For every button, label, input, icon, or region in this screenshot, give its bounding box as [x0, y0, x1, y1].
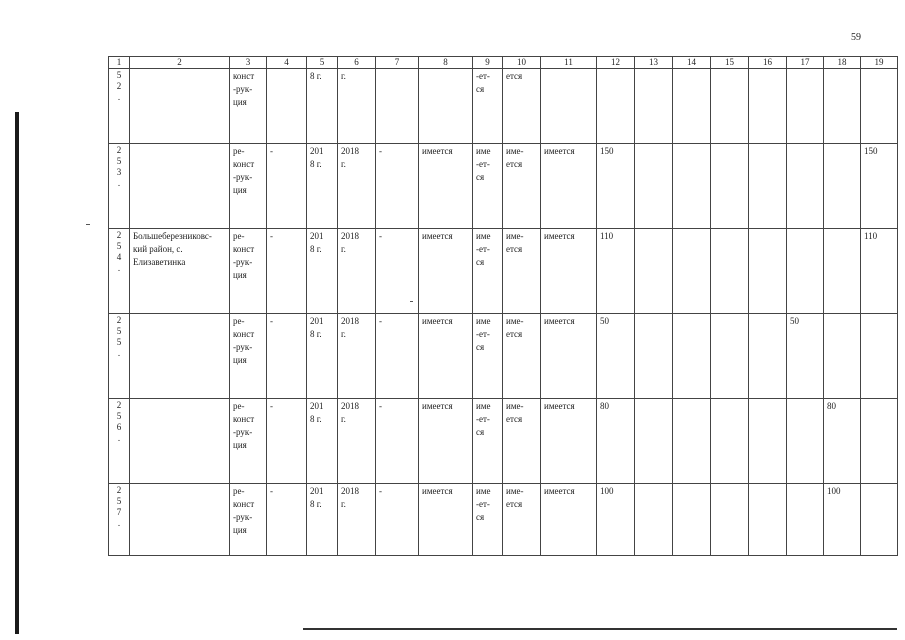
cell-c17 — [787, 399, 824, 484]
cell-c4: - — [267, 144, 307, 229]
cell-c12: 50 — [597, 314, 635, 399]
column-header: 8 — [419, 57, 473, 69]
signature-line — [303, 628, 897, 630]
cell-c6: 2018 г. — [338, 144, 376, 229]
column-header: 5 — [307, 57, 338, 69]
column-header: 9 — [473, 57, 503, 69]
row-number-char: . — [117, 348, 121, 358]
cell-c3: ре- конст -рук- ция — [230, 229, 267, 314]
cell-c17: 50 — [787, 314, 824, 399]
cell-c12 — [597, 69, 635, 144]
table-row — [109, 399, 898, 484]
cell-c16 — [749, 69, 787, 144]
cell-c11: имеется — [541, 484, 597, 556]
row-number-cell — [109, 69, 130, 144]
cell-c13 — [635, 399, 673, 484]
cell-c6: 2018 г. — [338, 314, 376, 399]
cell-c14 — [673, 69, 711, 144]
column-header: 17 — [787, 57, 824, 69]
cell-c14 — [673, 484, 711, 556]
column-header: 7 — [376, 57, 419, 69]
cell-c2 — [130, 144, 230, 229]
cell-c9: име -ет- ся — [473, 484, 503, 556]
scan-edge-mark — [15, 112, 19, 634]
cell-c6: 2018 г. — [338, 484, 376, 556]
data-table — [108, 56, 898, 556]
cell-c9: име -ет- ся — [473, 399, 503, 484]
cell-c6: 2018 г. — [338, 399, 376, 484]
cell-c10: ется — [503, 69, 541, 144]
cell-c19 — [861, 399, 898, 484]
cell-c6: г. — [338, 69, 376, 144]
cell-c19 — [861, 484, 898, 556]
row-number-char: . — [117, 263, 121, 273]
cell-c16 — [749, 484, 787, 556]
cell-c17 — [787, 144, 824, 229]
column-header: 15 — [711, 57, 749, 69]
row-number-char: . — [117, 433, 121, 443]
cell-c9: име -ет- ся — [473, 229, 503, 314]
table-row — [109, 69, 898, 144]
column-header: 6 — [338, 57, 376, 69]
cell-c8: имеется — [419, 229, 473, 314]
cell-c12: 80 — [597, 399, 635, 484]
cell-c15 — [711, 314, 749, 399]
row-number-cell — [109, 484, 130, 556]
cell-c2 — [130, 69, 230, 144]
cell-c10: име- ется — [503, 484, 541, 556]
cell-c13 — [635, 484, 673, 556]
row-number-cell — [109, 229, 130, 314]
cell-c13 — [635, 229, 673, 314]
cell-c14 — [673, 314, 711, 399]
cell-c4: - — [267, 484, 307, 556]
table-row — [109, 229, 898, 314]
cell-c3: конст -рук- ция — [230, 69, 267, 144]
cell-c18 — [824, 229, 861, 314]
cell-c9: -ет- ся — [473, 69, 503, 144]
cell-c3: ре- конст -рук- ция — [230, 144, 267, 229]
cell-c10: име- ется — [503, 229, 541, 314]
cell-c14 — [673, 144, 711, 229]
cell-c4: - — [267, 314, 307, 399]
cell-c18 — [824, 69, 861, 144]
cell-c11: имеется — [541, 314, 597, 399]
cell-c5: 201 8 г. — [307, 229, 338, 314]
cell-c14 — [673, 229, 711, 314]
row-number-char: 5 — [116, 241, 122, 251]
row-number-char: 5 — [116, 326, 122, 336]
cell-c16 — [749, 314, 787, 399]
cell-c5: 201 8 г. — [307, 399, 338, 484]
row-number-char: . — [117, 92, 121, 102]
row-number-char: 5 — [116, 70, 122, 80]
column-header: 13 — [635, 57, 673, 69]
table-row — [109, 314, 898, 399]
table-row — [109, 484, 898, 556]
row-number-char: 2 — [116, 315, 122, 325]
column-header: 14 — [673, 57, 711, 69]
cell-c16 — [749, 144, 787, 229]
row-number-char: 7 — [116, 507, 122, 517]
cell-c16 — [749, 399, 787, 484]
cell-c13 — [635, 69, 673, 144]
cell-c10: име- ется — [503, 399, 541, 484]
cell-c13 — [635, 314, 673, 399]
row-number-char: 2 — [116, 485, 122, 495]
cell-c13 — [635, 144, 673, 229]
row-number-cell — [109, 314, 130, 399]
column-header: 18 — [824, 57, 861, 69]
cell-c6: 2018 г. — [338, 229, 376, 314]
cell-c18 — [824, 144, 861, 229]
cell-c9: име -ет- ся — [473, 144, 503, 229]
row-number-char: . — [117, 178, 121, 188]
cell-c3: ре- конст -рук- ция — [230, 399, 267, 484]
cell-c17 — [787, 484, 824, 556]
row-number-char: 4 — [116, 252, 122, 262]
row-number-char: 5 — [116, 156, 122, 166]
row-number-char: 5 — [116, 337, 122, 347]
cell-c14 — [673, 399, 711, 484]
row-number-char: . — [117, 518, 121, 528]
cell-c19 — [861, 314, 898, 399]
column-header: 16 — [749, 57, 787, 69]
cell-c5: 8 г. — [307, 69, 338, 144]
cell-c17 — [787, 229, 824, 314]
cell-c7: - — [376, 144, 419, 229]
cell-c19: 110 — [861, 229, 898, 314]
cell-c7: - — [376, 229, 419, 314]
cell-c5: 201 8 г. — [307, 144, 338, 229]
cell-c4: - — [267, 399, 307, 484]
cell-c8 — [419, 69, 473, 144]
cell-c10: име- ется — [503, 314, 541, 399]
cell-c7 — [376, 69, 419, 144]
column-number-header-row — [109, 57, 898, 69]
row-number-char: 2 — [116, 81, 122, 91]
cell-c7: - — [376, 484, 419, 556]
cell-c12: 150 — [597, 144, 635, 229]
cell-c18: 100 — [824, 484, 861, 556]
column-header: 10 — [503, 57, 541, 69]
column-header: 3 — [230, 57, 267, 69]
cell-c18: 80 — [824, 399, 861, 484]
column-header: 19 — [861, 57, 898, 69]
row-number-cell — [109, 144, 130, 229]
cell-c8: имеется — [419, 484, 473, 556]
cell-c15 — [711, 229, 749, 314]
cell-c4: - — [267, 229, 307, 314]
cell-c17 — [787, 69, 824, 144]
cell-c8: имеется — [419, 399, 473, 484]
cell-c2 — [130, 399, 230, 484]
cell-c2 — [130, 484, 230, 556]
cell-c3: ре- конст -рук- ция — [230, 484, 267, 556]
cell-c19 — [861, 69, 898, 144]
column-header: 4 — [267, 57, 307, 69]
cell-c11: имеется — [541, 229, 597, 314]
cell-c4 — [267, 69, 307, 144]
row-number-char: 3 — [116, 167, 122, 177]
row-number-char: 2 — [116, 145, 122, 155]
row-number-char: 6 — [116, 422, 122, 432]
cell-c11: имеется — [541, 399, 597, 484]
cell-c3: ре- конст -рук- ция — [230, 314, 267, 399]
table-row — [109, 144, 898, 229]
column-header: 11 — [541, 57, 597, 69]
column-header: 1 — [109, 57, 130, 69]
cell-c15 — [711, 399, 749, 484]
cell-c11 — [541, 69, 597, 144]
cell-c7: - — [376, 314, 419, 399]
scan-dash-mark — [86, 224, 90, 225]
cell-c12: 100 — [597, 484, 635, 556]
row-number-cell — [109, 399, 130, 484]
cell-c11: имеется — [541, 144, 597, 229]
cell-c10: име- ется — [503, 144, 541, 229]
cell-c5: 201 8 г. — [307, 484, 338, 556]
cell-c8: имеется — [419, 314, 473, 399]
cell-c15 — [711, 69, 749, 144]
page-number: 59 — [851, 32, 861, 43]
row-number-char: 2 — [116, 230, 122, 240]
cell-c19: 150 — [861, 144, 898, 229]
cell-c16 — [749, 229, 787, 314]
cell-c2 — [130, 314, 230, 399]
cell-c5: 201 8 г. — [307, 314, 338, 399]
row-number-char: 2 — [116, 400, 122, 410]
cell-c12: 110 — [597, 229, 635, 314]
cell-c15 — [711, 484, 749, 556]
cell-c2: Большеберезниковс- кий район, с. Елизаветинка — [130, 229, 230, 314]
cell-c15 — [711, 144, 749, 229]
row-number-char: 5 — [116, 496, 122, 506]
cell-c7: - — [376, 399, 419, 484]
cell-c9: име -ет- ся — [473, 314, 503, 399]
row-number-char: 5 — [116, 411, 122, 421]
column-header: 12 — [597, 57, 635, 69]
column-header: 2 — [130, 57, 230, 69]
cell-c8: имеется — [419, 144, 473, 229]
cell-c18 — [824, 314, 861, 399]
